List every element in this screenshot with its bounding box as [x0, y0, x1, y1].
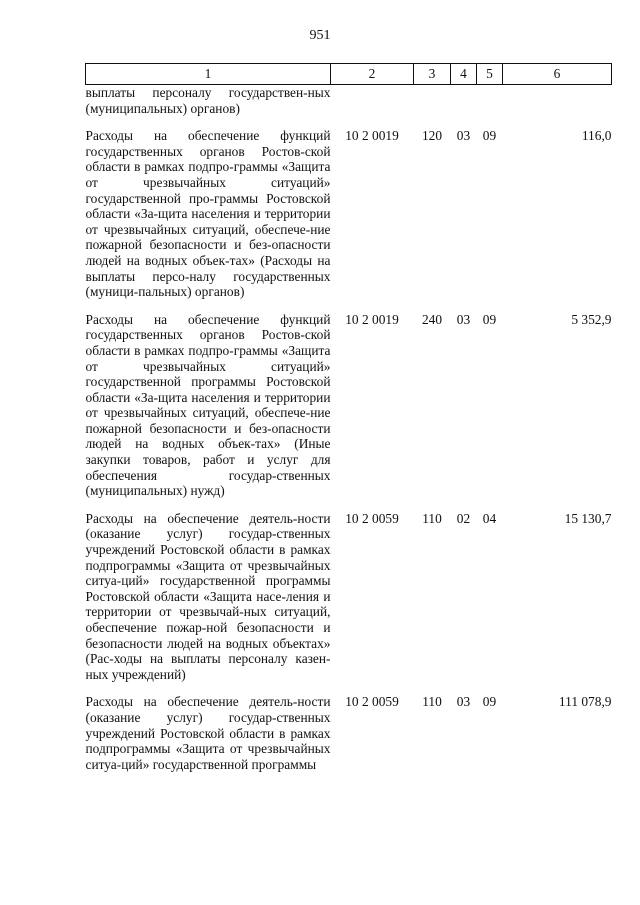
- row-description: Расходы на обеспечение функций государственных органов Ростов-ской области в рамках подпро-граммы «Защита от чрезвычайных ситуаций» государственной программы Ростовской области «За-щита населения и территории от чрезвычайных ситуаций, обеспече-ние пожарной безопасности и без-опасности людей на водных объек-тах» (Иные закупки товаров, работ и услуг для обеспечения государ-ственных (муниципальных) нужд): [85, 311, 331, 499]
- row-target-code: 10 2 0019: [345, 128, 399, 144]
- row-description: Расходы на обеспечение функций государственных органов Ростов-ской области в рамках подпро-граммы «Защита от чрезвычайных ситуаций» государственной про-граммы Ростовской области «За-щита населения и территории от чрезвычайных ситуаций, обеспече-ние пожарной безопасности и без-опасности людей на водных объек-тах» (Расходы на выплаты персо-налу государственных (муници-пальных) органов): [85, 128, 331, 300]
- row-target-code: 10 2 0059: [345, 510, 399, 526]
- table-row: [86, 116, 612, 300]
- header-col-2: 2: [331, 64, 414, 85]
- row-target-code: 10 2 0019: [345, 311, 399, 327]
- row-subsection: 09: [482, 128, 497, 144]
- row-amount: 15 130,7: [564, 510, 612, 526]
- row-expense-type: 110: [422, 510, 442, 526]
- page-number: 951: [309, 28, 331, 43]
- continuation-row: [86, 85, 612, 117]
- row-amount: 116,0: [581, 128, 612, 144]
- row-amount: 111 078,9: [558, 694, 612, 710]
- row-subsection: 04: [482, 510, 497, 526]
- row-expense-type: 120: [421, 128, 443, 144]
- header-col-5: 5: [477, 64, 503, 85]
- budget-table: [85, 63, 612, 772]
- table-header: [86, 64, 612, 85]
- row-expense-type: 110: [422, 694, 442, 710]
- header-col-1: 1: [86, 64, 331, 85]
- table-row: [86, 682, 612, 772]
- header-row: [86, 64, 612, 85]
- row-section: 03: [456, 311, 471, 327]
- row-section: 02: [456, 510, 471, 526]
- row-subsection: 09: [482, 311, 497, 327]
- header-col-6: 6: [503, 64, 612, 85]
- row-amount: 5 352,9: [571, 311, 612, 327]
- row-expense-type: 240: [421, 311, 443, 327]
- row-target-code: 10 2 0059: [345, 694, 399, 710]
- table-row: [86, 499, 612, 683]
- continuation-text: выплаты персоналу государствен-ных (муниципальных) органов): [85, 85, 331, 116]
- header-col-3: 3: [414, 64, 451, 85]
- table-row: [86, 300, 612, 499]
- row-subsection: 09: [482, 694, 497, 710]
- header-col-4: 4: [451, 64, 477, 85]
- row-section: 03: [456, 694, 471, 710]
- row-section: 03: [456, 128, 471, 144]
- row-description: Расходы на обеспечение деятель-ности (оказание услуг) государ-ственных учреждений Ростовской области в рамках подпрограммы «Защита от чрезвычайных ситуа-ций» государственной программы: [85, 694, 331, 772]
- row-description: Расходы на обеспечение деятель-ности (оказание услуг) государ-ственных учреждений Ростовской области в рамках подпрограммы «Защита от чрезвычайных ситуа-ций» государственной программы Ростовской области «Защита насе-ления и территории от чрезвычай-ных ситуаций, обеспечение пожар-ной безопасности и безопасности людей на водных объектах» (Рас-ходы на выплаты персоналу казен-ных учреждений): [85, 510, 331, 682]
